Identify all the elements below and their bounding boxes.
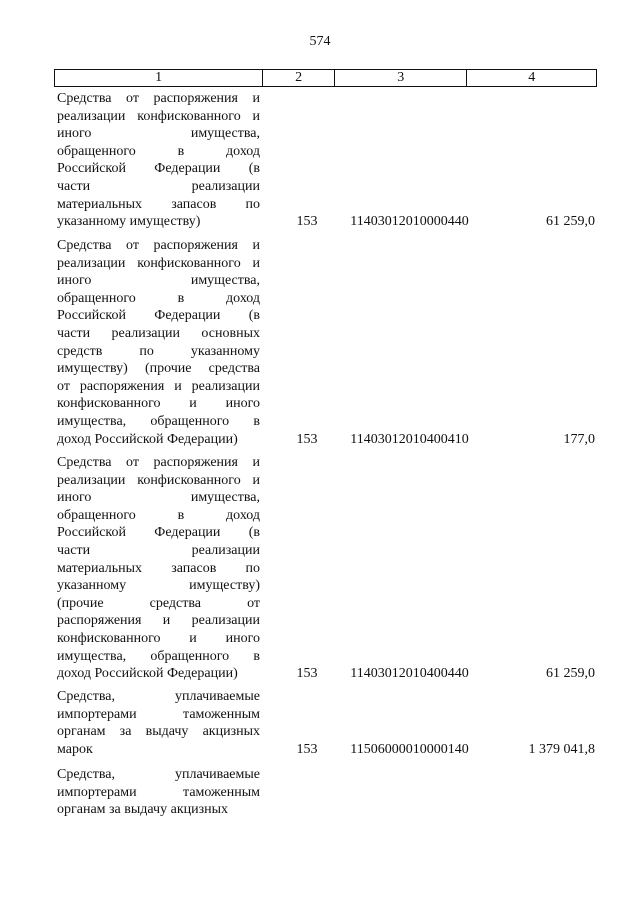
description-line: доход Российской Федерации) — [57, 666, 238, 682]
description-line: конфискованного и иного — [57, 630, 260, 646]
description-line: имуществу) (прочие средства — [57, 361, 260, 377]
description-line: Средства, уплачиваемые — [57, 767, 260, 782]
table-row — [57, 688, 597, 758]
table-row — [57, 90, 597, 231]
description-line: Средства от распоряжения и — [57, 455, 260, 470]
description-line: материальных запасов по — [57, 196, 260, 212]
row-description — [57, 237, 260, 448]
row-description — [57, 688, 260, 758]
amount-cell: 177,0 — [563, 431, 595, 447]
row-description — [57, 90, 260, 231]
budget-code-cell: 11403012010000440 — [350, 214, 469, 230]
table-header — [54, 69, 597, 87]
description-line: реализации конфискованного и — [57, 108, 260, 124]
table-row — [57, 237, 597, 448]
description-line: марок — [57, 741, 93, 757]
description-line: конфискованного и иного — [57, 396, 260, 412]
admin-code-cell: 153 — [296, 431, 318, 447]
description-line: указанному имуществу) — [57, 578, 260, 594]
description-line: обращенного в доход — [57, 143, 260, 159]
description-line: реализации конфискованного и — [57, 472, 260, 488]
description-line: обращенного в доход — [57, 290, 260, 306]
description-line: Средства от распоряжения и — [57, 238, 260, 253]
budget-code-cell: 11403012010400440 — [350, 666, 469, 682]
column-header-4: 4 — [528, 70, 536, 85]
description-line: импортерами таможенным — [57, 706, 260, 722]
description-line: материальных запасов по — [57, 560, 260, 576]
table-row — [57, 454, 597, 683]
column-header-1: 1 — [55, 70, 263, 86]
description-line: органам за выдачу акцизных — [57, 724, 260, 740]
description-line: импортерами таможенным — [57, 784, 260, 800]
description-line: имущества, обращенного в — [57, 648, 260, 664]
description-line: обращенного в доход — [57, 507, 260, 523]
description-line: Российской Федерации (в — [57, 308, 260, 324]
admin-code-cell: 153 — [296, 214, 318, 230]
column-header-3: 3 — [335, 70, 468, 86]
amount-cell: 61 259,0 — [546, 666, 595, 682]
description-line: доход Российской Федерации) — [57, 431, 238, 447]
description-line: иного имущества, — [57, 490, 260, 506]
description-line: иного имущества, — [57, 126, 260, 142]
description-line: имущества, обращенного в — [57, 413, 260, 429]
description-line: распоряжения и реализации — [57, 613, 260, 629]
admin-code-cell: 153 — [296, 666, 318, 682]
row-description — [57, 454, 260, 683]
description-line: Российской Федерации (в — [57, 161, 260, 177]
budget-code-cell: 11403012010400410 — [350, 431, 469, 447]
admin-code-cell: 153 — [296, 741, 318, 757]
description-line: части реализации основных — [57, 325, 260, 341]
description-line: (прочие средства от — [57, 595, 260, 611]
description-line: реализации конфискованного и — [57, 255, 260, 271]
description-line: Средства, уплачиваемые — [57, 689, 260, 704]
description-line: части реализации — [57, 178, 260, 194]
description-line: указанному имуществу) — [57, 214, 201, 230]
page-number: 574 — [309, 34, 331, 49]
column-header-2: 2 — [263, 70, 335, 86]
description-line: иного имущества, — [57, 273, 260, 289]
description-line: Средства от распоряжения и — [57, 91, 260, 106]
row-description — [57, 766, 260, 819]
budget-code-cell: 11506000010000140 — [350, 741, 469, 757]
description-line: части реализации — [57, 542, 260, 558]
table-row — [57, 766, 597, 819]
description-line: Российской Федерации (в — [57, 525, 260, 541]
amount-cell: 1 379 041,8 — [528, 741, 595, 757]
description-line: от распоряжения и реализации — [57, 378, 260, 394]
description-line: органам за выдачу акцизных — [57, 802, 229, 818]
description-line: средств по указанному — [57, 343, 260, 359]
amount-cell: 61 259,0 — [546, 214, 595, 230]
